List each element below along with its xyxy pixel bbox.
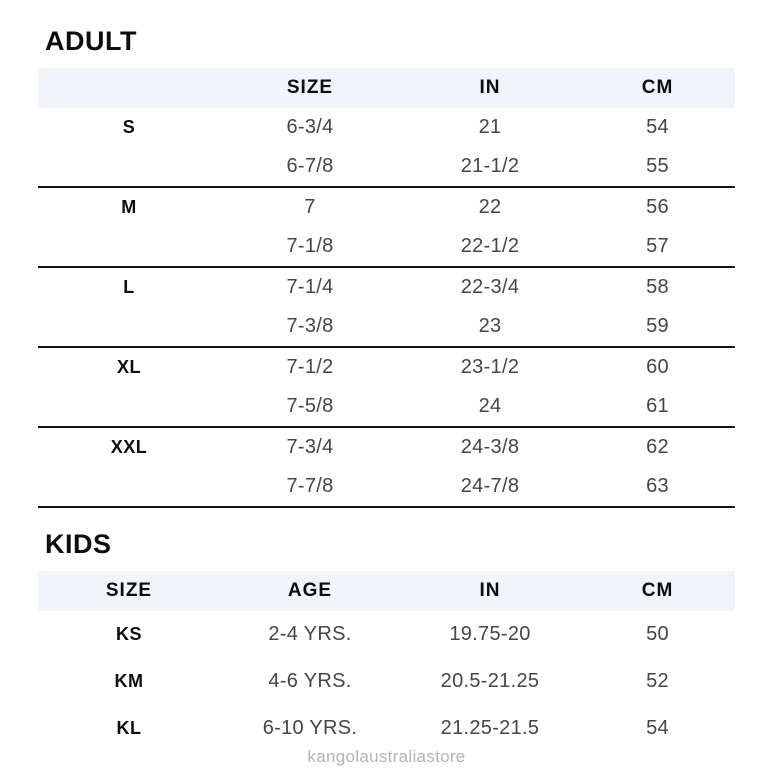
table-row [38,268,735,307]
size-group-m [38,188,735,268]
in-cell: 22-3/4 [460,276,520,298]
size-cell: 7-1/2 [286,356,334,378]
cm-cell: 63 [646,475,669,497]
in-cell: 23 [478,315,502,337]
in-cell: 21-1/2 [460,155,520,177]
in-cell: 24 [478,395,502,417]
size-group-s [38,108,735,188]
age-cell: 2-4 YRS. [268,623,352,645]
size-group-xl [38,348,735,428]
size-cell: 6-7/8 [286,155,334,177]
table-row [38,611,735,658]
size-group-l [38,268,735,348]
adult-size-table [38,68,735,508]
cm-cell: 59 [646,315,669,337]
table-row [38,147,735,186]
in-cell: 23-1/2 [460,356,520,378]
cm-cell: 54 [646,717,669,739]
size-label: M [121,197,137,217]
cm-cell: 60 [646,356,669,378]
adult-table-header-row [38,68,735,108]
in-cell: 21 [478,116,502,138]
kids-header-size: SIZE [105,580,153,601]
cm-cell: 54 [646,116,669,138]
cm-cell: 62 [646,436,669,458]
size-cell: 7-3/8 [286,315,334,337]
kids-header-age: AGE [287,580,333,601]
cm-cell: 56 [646,196,669,218]
size-cell: 6-3/4 [286,116,334,138]
size-label: XL [116,357,141,377]
cm-cell: 52 [646,670,669,692]
kids-table-header-row [38,571,735,611]
table-row [38,387,735,426]
adult-header-in: IN [479,77,501,98]
table-row [38,705,735,752]
cm-cell: 55 [646,155,669,177]
size-label: KS [115,624,142,644]
in-cell: 22-1/2 [460,235,520,257]
size-label: XXL [110,437,148,457]
in-cell: 22 [478,196,502,218]
table-row [38,348,735,387]
size-label: KM [114,671,144,691]
in-cell: 24-3/8 [460,436,520,458]
size-cell: 7-5/8 [286,395,334,417]
kids-header-cm: CM [641,580,674,601]
size-cell: 7-1/8 [286,235,334,257]
cm-cell: 61 [646,395,669,417]
size-cell: 7 [304,196,316,218]
cm-cell: 58 [646,276,669,298]
table-row [38,428,735,467]
in-cell: 21.25-21.5 [440,717,540,739]
kids-size-table [38,571,735,752]
table-row [38,307,735,346]
table-row [38,108,735,147]
age-cell: 6-10 YRS. [262,717,358,739]
age-cell: 4-6 YRS. [268,670,352,692]
cm-cell: 50 [646,623,669,645]
size-cell: 7-7/8 [286,475,334,497]
table-row [38,467,735,506]
size-label: L [123,277,135,297]
in-cell: 24-7/8 [460,475,520,497]
table-row [38,227,735,266]
adult-header-size: SIZE [286,77,334,98]
kids-section-title: KIDS [45,529,112,559]
adult-section-title: ADULT [45,26,137,56]
size-label: S [122,117,136,137]
size-group-xxl [38,428,735,508]
in-cell: 20.5-21.25 [440,670,540,692]
size-cell: 7-3/4 [286,436,334,458]
adult-header-cm: CM [641,77,674,98]
table-row [38,658,735,705]
table-row [38,188,735,227]
size-cell: 7-1/4 [286,276,334,298]
kids-header-in: IN [479,580,501,601]
store-watermark: kangolaustraliastore [307,747,466,766]
in-cell: 19.75-20 [449,623,531,645]
cm-cell: 57 [646,235,669,257]
size-label: KL [116,718,142,738]
